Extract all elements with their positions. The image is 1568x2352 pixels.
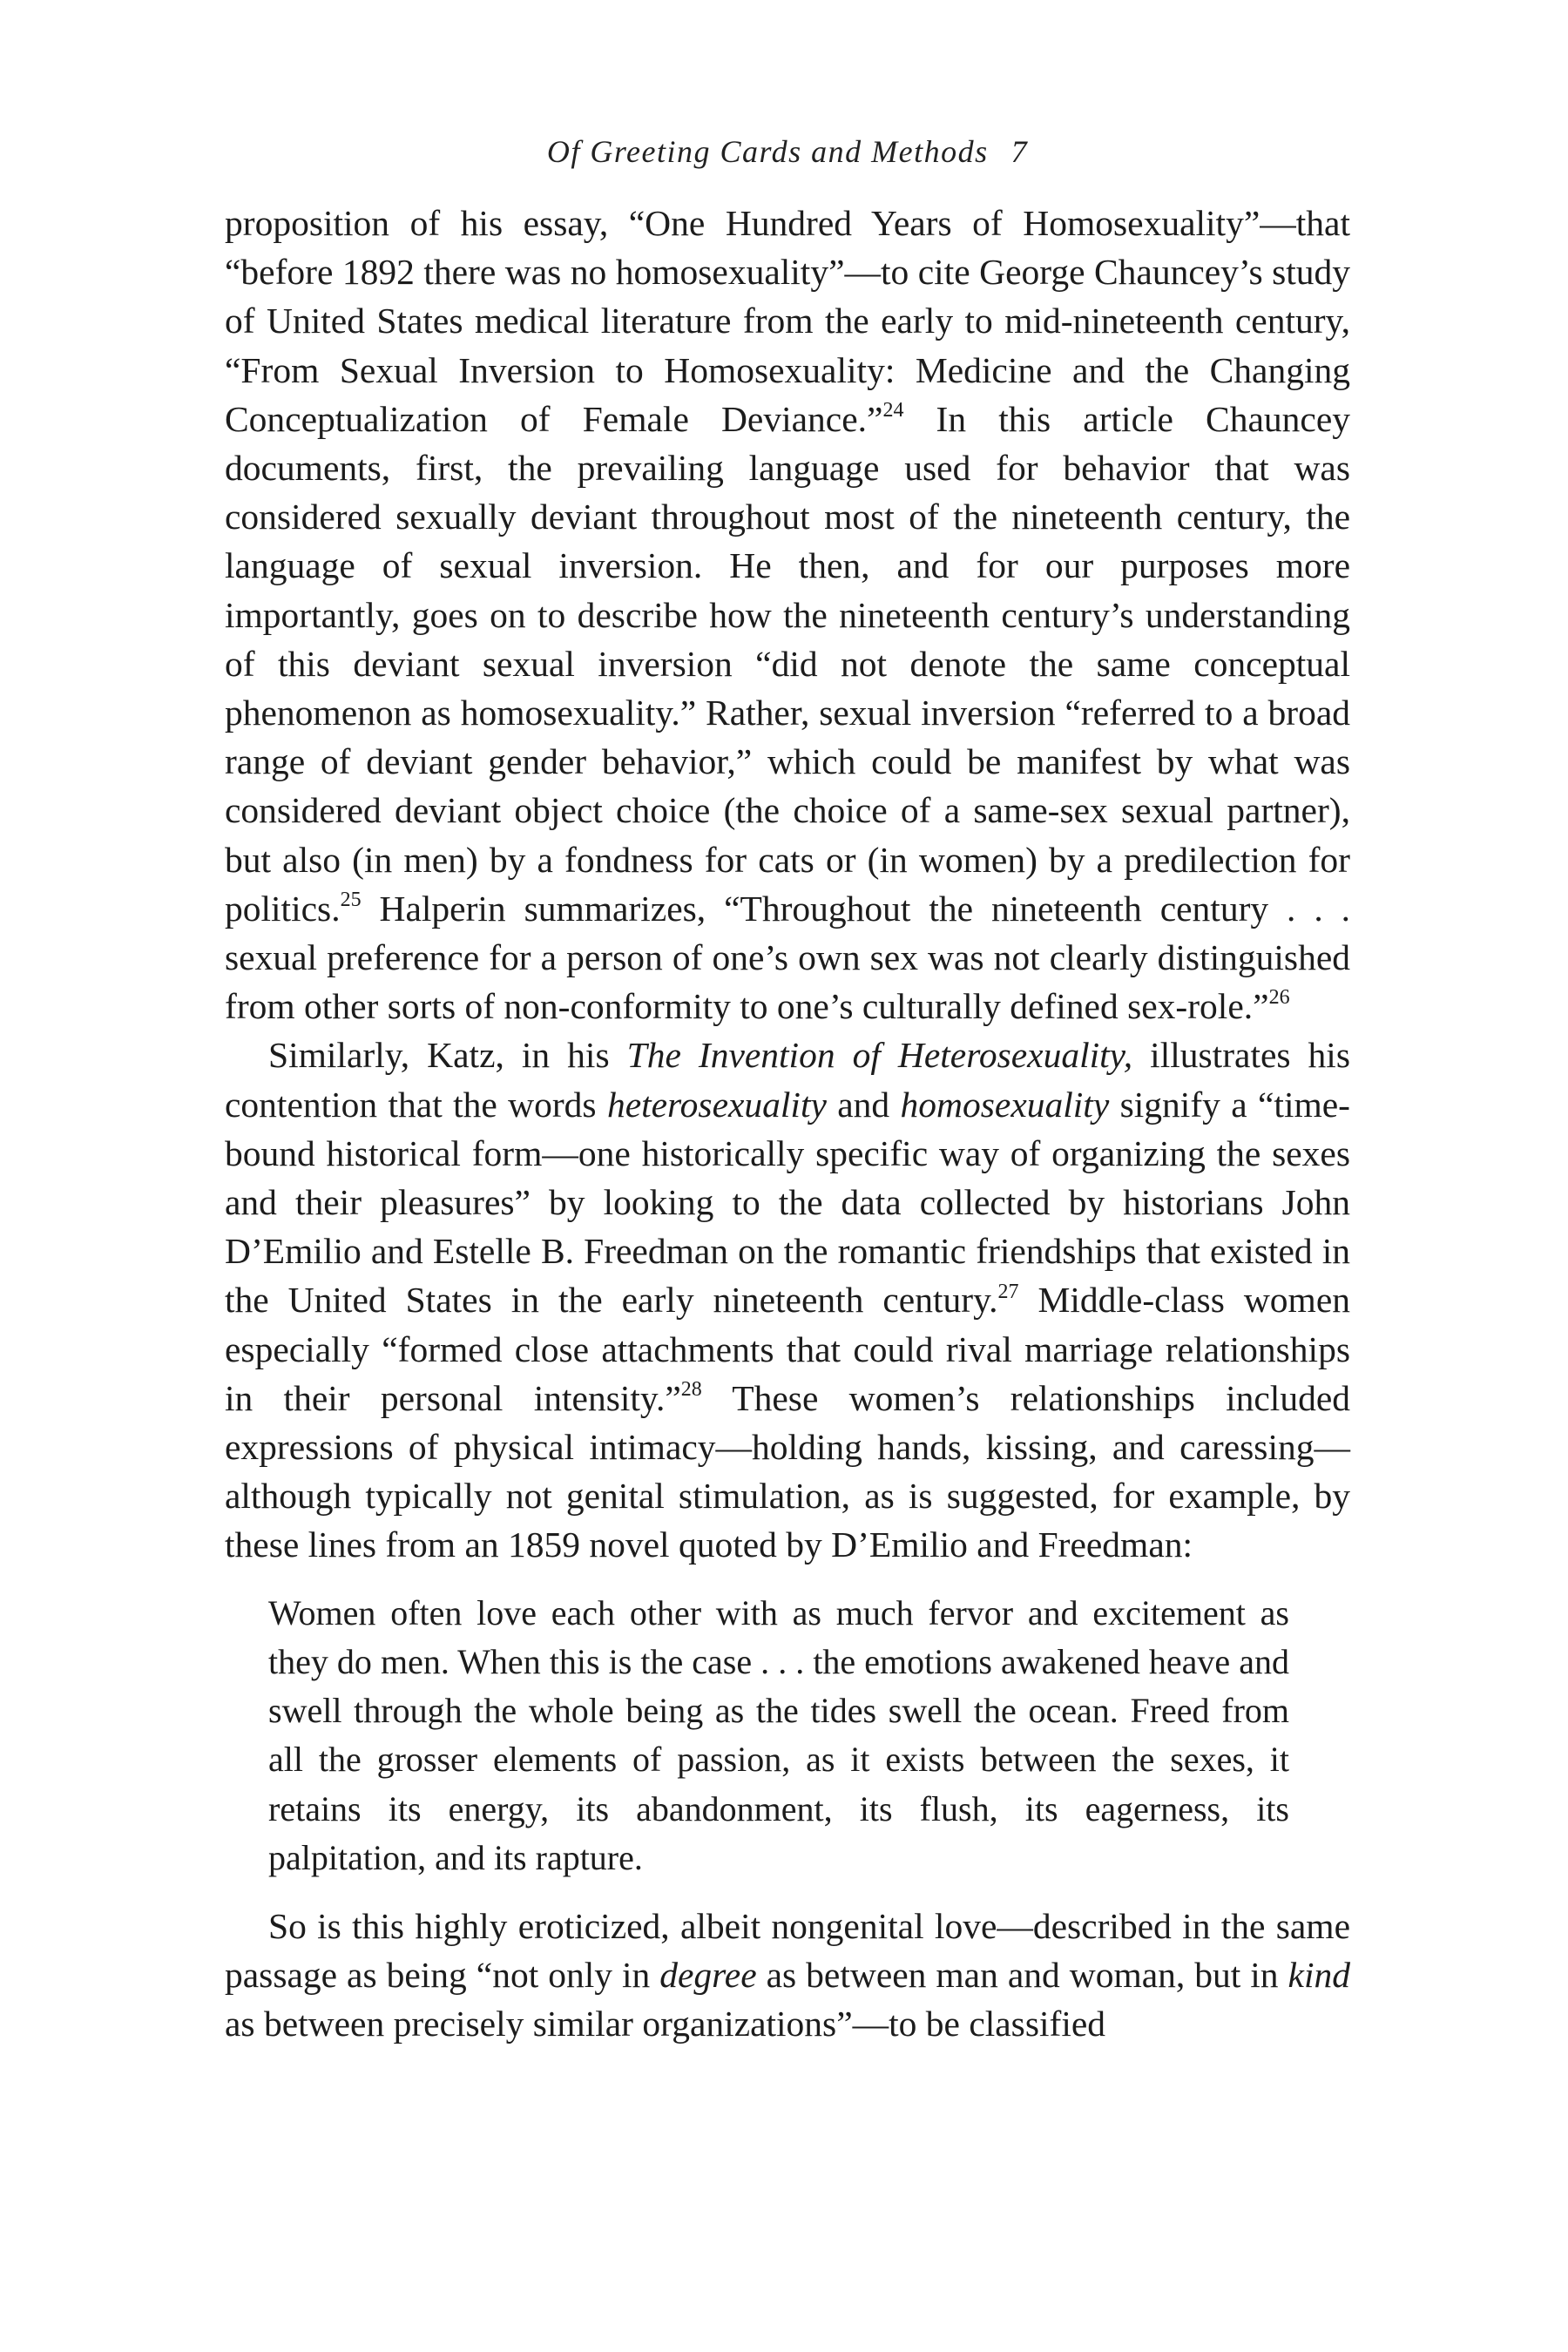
paragraph-text: proposition of his essay, “One Hundred Years of Homosexuality”—that “before 1892 there was no homosexuality”—to cite George Chauncey’s study of United States medical literature from the early to mid-nineteenth century, “From Sexual Inversion to Homosexuality: Medicine and the Changing Conceptualization of Female Deviance.” [225, 203, 1350, 439]
footnote-ref-27[interactable]: 27 [997, 1280, 1019, 1303]
footnote-ref-26[interactable]: 26 [1268, 986, 1290, 1010]
italic-term: heterosexuality [606, 1084, 827, 1125]
paragraph-text: Middle-class women especially “formed close attachments that could rival marriage relationships in their personal intensity.” [225, 1280, 1350, 1418]
paragraph-continued [225, 199, 1350, 1031]
block-quote: Women often love each other with as much fervor and excitement as they do men. When this is the case . . . the emotions awakened heave and swell through the whole being as the tides swell the ocean. Freed from all the grosser elements of passion, as it exists between the sexes, it retains its energy, its abandonment, its flush, its eagerness, its palpitation, and its rapture. [268, 1592, 1289, 1877]
footnote-ref-24[interactable]: 24 [882, 398, 904, 422]
paragraph-eroticized [225, 1902, 1350, 2049]
running-head [225, 131, 1350, 172]
page-number: 7 [1010, 134, 1029, 169]
paragraph-text: as between precisely similar organizations”—to be classified [225, 2004, 1106, 2044]
paragraph-text: Halperin summarizes, “Throughout the nineteenth century . . . sexual preference for a person of one’s own sex was not clearly distinguished from other sorts of non-conformity to one’s culturally defined sex-role.” [225, 888, 1350, 1027]
footnote-ref-25[interactable]: 25 [340, 889, 362, 912]
paragraph-text: signify a “time-bound historical form—one historically specific way of organizing the sexes and their pleasures” by looking to the data collected by historians John D’Emilio and Estelle B. Freedman on the romantic friendships that existed in the United States in the early nineteenth century. [225, 1084, 1350, 1321]
paragraph-text: and [826, 1084, 901, 1125]
paragraph-text: illustrates his contention that the words [225, 1035, 1350, 1125]
paragraph-text: So is this highly eroticized, albeit nongenital love—described in the same passage as being “not only in [225, 1905, 1350, 1996]
book-page [225, 131, 1350, 2049]
book-title: The Invention of Heterosexuality, [626, 1035, 1133, 1076]
paragraph-katz [225, 1031, 1350, 1569]
italic-term: kind [1288, 1955, 1350, 1996]
body-text [225, 199, 1350, 2049]
paragraph-text: These women’s relationships included expressions of physical intimacy—holding hands, kissing, and caressing—although typically not genital stimulation, as is suggested, for example, by these lines from an 1859 novel quoted by D’Emilio and Freedman: [225, 1377, 1350, 1565]
paragraph-text: In this article Chauncey documents, first, the prevailing language used for behavior that was considered sexually deviant throughout most of the nineteenth century, the language of sexual inversion. He then, and for our purposes more importantly, goes on to describe how the nineteenth century’s understanding of this deviant sexual inversion “did not denote the same conceptual phenomenon as homosexuality.” Rather, sexual inversion “referred to a broad range of deviant gender behavior,” which could be manifest by what was considered deviant object choice (the choice of a same-sex sexual partner), but also (in men) by a fondness for cats or (in women) by a predilection for politics. [225, 398, 1350, 929]
running-title: Of Greeting Cards and Methods [546, 134, 989, 169]
italic-term: homosexuality [900, 1084, 1110, 1125]
italic-term: degree [659, 1955, 757, 1996]
paragraph-text: as between man and woman, but in [756, 1955, 1288, 1996]
footnote-ref-28[interactable]: 28 [680, 1378, 702, 1402]
paragraph-text: Similarly, Katz, in his [268, 1035, 627, 1076]
